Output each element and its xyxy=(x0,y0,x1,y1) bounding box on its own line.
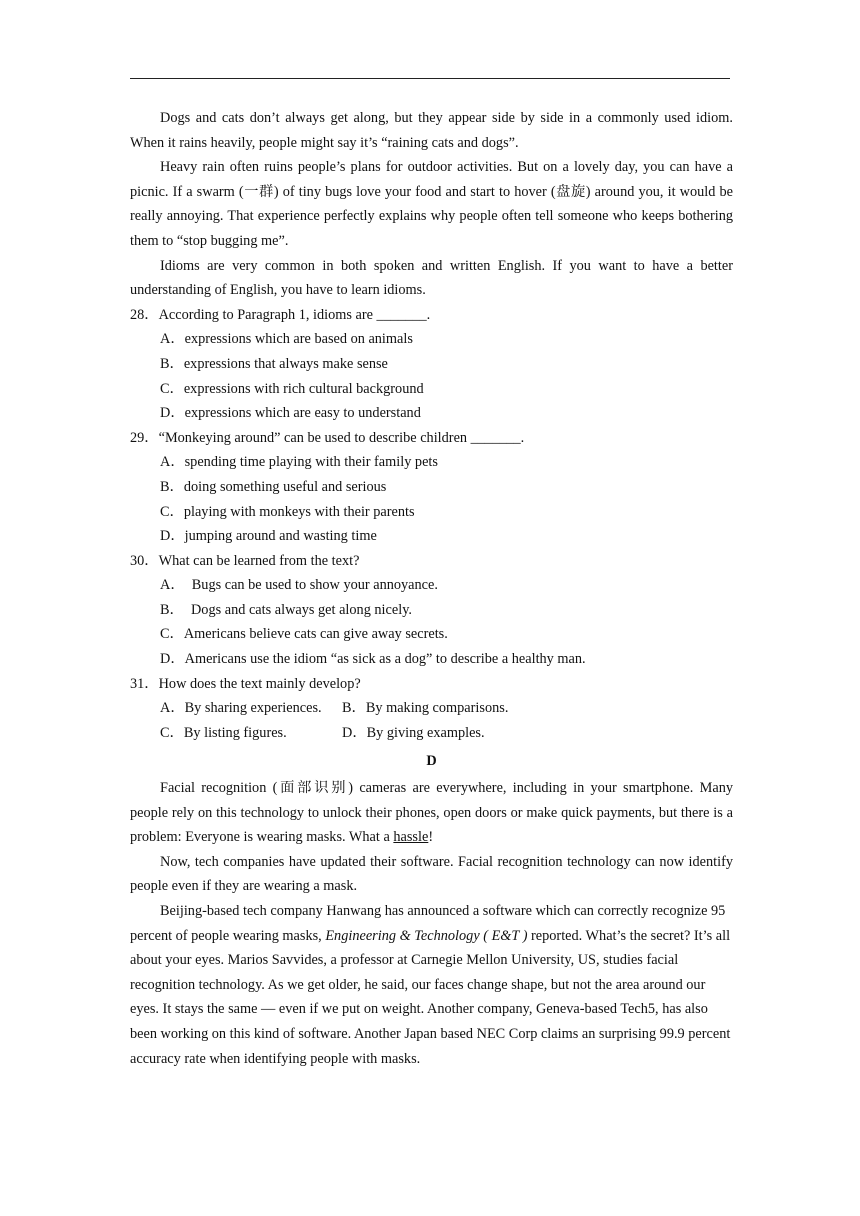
paragraph-c-1: Dogs and cats don’t always get along, but they appear side by side in a commonly used idiom. When it rains heavily, people might say it’s “raining cats and dogs”. xyxy=(130,110,733,151)
question-31-option-d: D．By giving examples. xyxy=(342,724,485,741)
paragraph-d-1-text-after: ! xyxy=(428,829,434,846)
question-31-option-c: C．By listing figures. xyxy=(160,724,287,741)
question-29-option-b: B．doing something useful and serious xyxy=(160,478,387,495)
question-28-option-b: B．expressions that always make sense xyxy=(160,355,388,372)
paragraph-d-1 xyxy=(130,776,733,850)
question-31-options-row-1 xyxy=(130,696,733,721)
question-28-option-d: D．expressions which are easy to understand xyxy=(160,405,421,422)
question-30-stem: 30．What can be learned from the text? xyxy=(130,552,360,569)
underlined-word-hassle: hassle xyxy=(393,829,429,846)
question-29-stem: 29．“Monkeying around” can be used to describe children _______. xyxy=(130,429,525,446)
question-31-option-b: B．By making comparisons. xyxy=(342,700,509,717)
paragraph-d-3-text-after: reported. What’s the secret? It’s all about your eyes. Marios Savvides, a professor at Carnegie Mellon University, US, studies facial recognition technology. As we get older, he said, our faces change shape, but not the area around our eyes. It stays the same — even if we put on weight. Another company, Geneva-based Tech5, has also been working on this kind of software. Another Japan based NEC Corp claims an surprising 99.9 percent accuracy rate when identifying people with masks. xyxy=(130,927,731,1067)
section-d-title: D xyxy=(426,753,437,770)
paragraph-c-3: Idioms are very common in both spoken and written English. If you want to have a better understanding of English, you have to learn idioms. xyxy=(130,257,733,299)
question-31-options-row-2 xyxy=(130,721,733,746)
paragraph-c-2: Heavy rain often ruins people’s plans for outdoor activities. But on a lovely day, you can have a picnic. If a swarm (一群) of tiny bugs love your food and start to hover (盘旋) around you, it would be really annoying. That experience perfectly explains why people often tell someone who keeps bothering them to “stop bugging me”. xyxy=(130,159,733,249)
question-30-option-c: C．Americans believe cats can give away secrets. xyxy=(160,626,448,643)
question-31-stem: 31．How does the text mainly develop? xyxy=(130,675,361,692)
question-28-option-a: A．expressions which are based on animals xyxy=(160,331,413,348)
source-name-italic: Engineering & Technology ( E&T ) xyxy=(325,927,528,944)
paragraph-d-2: Now, tech companies have updated their software. Facial recognition technology can now identify people even if they are wearing a mask. xyxy=(130,853,733,895)
question-30-option-d: D．Americans use the idiom “as sick as a dog” to describe a healthy man. xyxy=(160,651,586,668)
question-29-option-d: D．jumping around and wasting time xyxy=(160,528,377,545)
paragraph-d-1-text-before: Facial recognition (面部识别) cameras are everywhere, including in your smartphone. Many people rely on this technology to unlock their phones, open doors or make quick payments, but there is a problem: Everyone is wearing masks. What a xyxy=(130,780,733,846)
question-31-option-a: A．By sharing experiences. xyxy=(160,700,322,717)
page-content xyxy=(130,106,733,1071)
question-30-option-a: A． Bugs can be used to show your annoyance. xyxy=(160,577,438,594)
paragraph-d-3 xyxy=(130,899,733,1071)
paragraph-d-3-text-before: Beijing-based tech company Hanwang has announced a software which can correctly recognize 95 percent of people wearing masks, xyxy=(130,903,726,944)
question-28-stem: 28．According to Paragraph 1, idioms are _______. xyxy=(130,306,431,323)
question-29-option-c: C．playing with monkeys with their parents xyxy=(160,503,415,520)
header-rule xyxy=(130,78,730,79)
question-30-option-b: B． Dogs and cats always get along nicely. xyxy=(160,601,412,618)
question-29-option-a: A．spending time playing with their family pets xyxy=(160,454,438,471)
question-28-option-c: C．expressions with rich cultural background xyxy=(160,380,424,397)
